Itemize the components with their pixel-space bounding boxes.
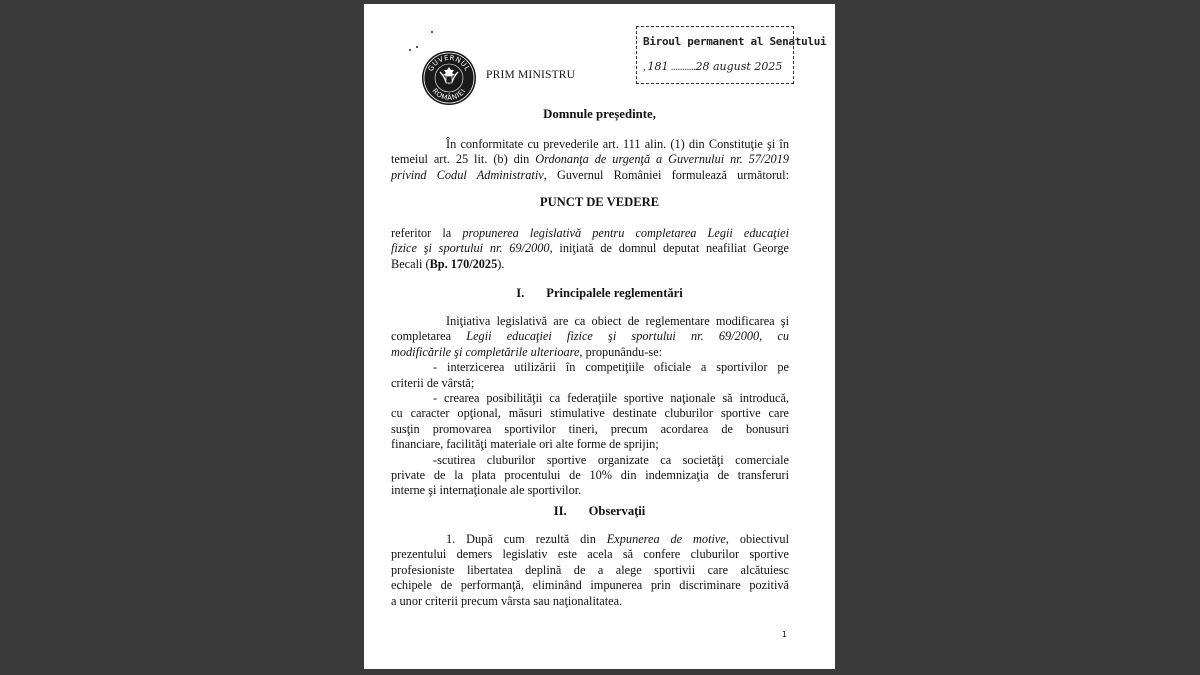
- seal-bottom-text: ROMÂNIEI: [430, 86, 468, 103]
- intro-paragraph: [391, 137, 789, 183]
- ordinance-reference: Ordonanţa de urgenţă a Guvernului nr. 57/2019: [535, 152, 789, 167]
- explanatory-memo-reference: Expunerea de motive: [606, 532, 726, 546]
- section-2-line: echipele de performanţă, eliminând impunerea prin discriminare pozitivă: [391, 578, 789, 593]
- law-reference: modificările şi completările ulterioare: [391, 344, 580, 359]
- section-1-text: completarea: [391, 329, 467, 344]
- subject-text: ).: [497, 256, 505, 271]
- section-1-text: , propunându-se:: [579, 344, 663, 359]
- bullet-age-criteria: criterii de vârstă;: [391, 375, 475, 390]
- office-title: PRIM MINISTRU: [486, 69, 576, 81]
- law-proposal-title: fizice şi sportului nr. 69/2000,: [391, 241, 553, 256]
- code-reference: privind Codul Administrativ: [391, 167, 544, 182]
- section-2-text: , obiectivul: [725, 532, 789, 546]
- section-2-text: 1. După cum rezultă din: [446, 532, 607, 546]
- intro-line-1: În conformitate cu prevederile art. 111 alin. (1) din Constituţie şi în: [446, 137, 789, 151]
- section-1-heading: [364, 286, 835, 301]
- seal-top-text: GUVERNUL: [426, 53, 472, 73]
- page-number: 1: [781, 630, 787, 639]
- bullet-incentives: susţin promovarea sportivilor tineri, precum acordarea de bonusuri: [391, 421, 789, 436]
- bullet-incentives: financiare, facilităţi materiale ori alte forme de sprijin;: [391, 437, 659, 452]
- section-1-number: I.: [516, 286, 525, 300]
- subject-text: Becali (: [391, 256, 430, 271]
- document-page: [364, 4, 835, 669]
- section-2-heading: [364, 504, 835, 519]
- section-2-line: profesioniste libertatea deplină de a alege sportivii care alcătuiesc: [391, 562, 789, 577]
- stamp-number: 181: [647, 60, 669, 73]
- scan-speck: [409, 49, 411, 51]
- section-1-title: Principalele reglementări: [546, 286, 683, 300]
- bullet-exemption: -scutirea cluburilor sportive organizate ca societăţi comerciale: [433, 452, 789, 467]
- section-2-number: II.: [553, 504, 567, 518]
- scan-speck: [416, 46, 418, 48]
- bullet-incentives: cu caracter opţional, măsuri stimulative destinate cluburilor sportive care: [391, 406, 789, 421]
- registry-stamp: [636, 26, 827, 84]
- section-2-line: prezentului demers legislativ este acela să confere cluburilor sportive: [391, 547, 789, 562]
- stamp-registration: , 181 ...........28 august 2025: [643, 60, 783, 73]
- subject-paragraph: [391, 226, 789, 272]
- scan-speck: [431, 31, 433, 33]
- government-seal-icon: [421, 50, 477, 106]
- bullet-incentives: - crearea posibilităţii ca federaţiile sportive naţionale să introducă,: [433, 391, 789, 406]
- salutation: Domnule președinte,: [543, 107, 656, 121]
- section-2-title: Observaţii: [588, 504, 646, 518]
- bullet-exemption: private de la plata procentului de 10% din indemnizaţia de transferuri: [391, 468, 789, 483]
- section-2-line: a unor criterii precum vârsta sau naţionalitatea.: [391, 593, 623, 608]
- section-2-body: [391, 532, 789, 609]
- stamp-title: Biroul permanent al Senatului: [643, 35, 827, 48]
- subject-text: referitor la: [391, 226, 463, 240]
- intro-text: , Guvernul României formulează următorul:: [543, 167, 789, 182]
- section-1-body: [391, 314, 789, 499]
- section-1-line: Iniţiativa legislativă are ca obiect de reglementare modificarea şi: [446, 314, 789, 328]
- bullet-exemption: interne şi internaţionale ale sportivilor.: [391, 483, 582, 498]
- stamp-date: 28 august 2025: [695, 60, 783, 73]
- bullet-age-criteria: - interzicerea utilizării în competiţiile oficiale a sportivilor pe: [433, 360, 789, 375]
- law-proposal-title: propunerea legislativă pentru completarea Legii educaţiei: [462, 226, 789, 240]
- registration-number: Bp. 170/2025: [429, 256, 498, 271]
- intro-text: temeiul art. 25 lit. (b) din: [391, 152, 536, 167]
- document-title: PUNCT DE VEDERE: [539, 195, 660, 209]
- law-reference: Legii educaţiei fizice şi sportului nr. 69/2000, cu: [466, 329, 789, 344]
- subject-text: iniţiată de domnul deputat neafiliat George: [552, 241, 790, 256]
